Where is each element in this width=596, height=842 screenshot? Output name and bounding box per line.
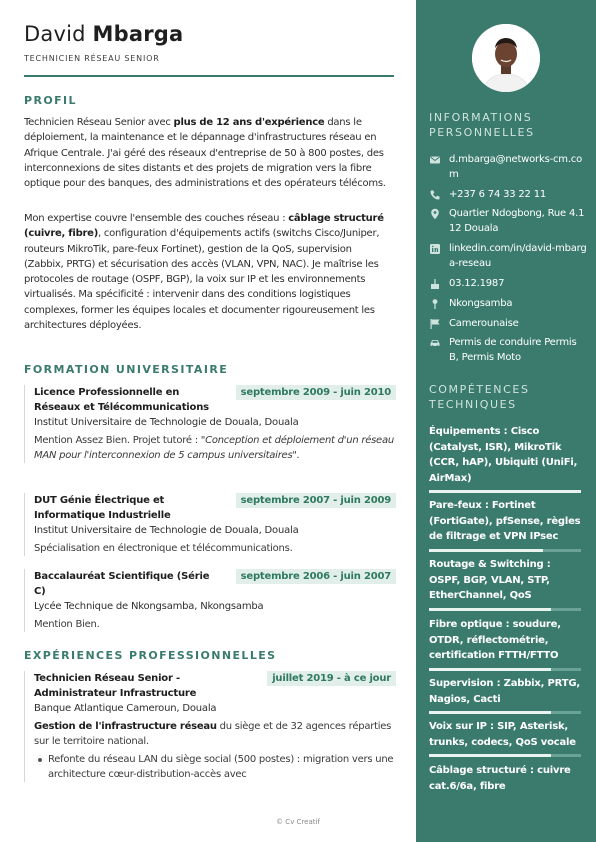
experience-bullets [34,752,396,782]
date-badge: septembre 2009 - juin 2010 [236,385,396,400]
header-divider [24,75,394,77]
education-description: Spécialisation en électronique et télécommunications. [34,543,293,554]
date-badge: septembre 2007 - juin 2009 [236,493,396,508]
skill-level-bar [429,549,581,552]
license-value: Permis de conduire Permis B, Permis Moto [449,337,577,363]
phone-icon [429,189,441,201]
company-name: Banque Atlantique Cameroun, Douala [34,703,217,714]
profile-photo [472,24,540,92]
education-description: Mention Assez Bien. Projet tutoré : "Conception et déploiement d'un réseau MAN pour l'interconnexion de 5 campus universitaires". [34,435,394,461]
skill-level-fill [429,490,581,493]
skill-item [429,498,581,552]
education-heading: FORMATION UNIVERSITAIRE [24,363,229,376]
linkedin-row [429,241,589,271]
linkedin-icon [429,243,441,255]
degree-title: DUT Génie Électrique et Informatique Industrielle [34,495,171,521]
skill-level-fill [429,608,551,611]
linkedin-value[interactable]: linkedin.com/in/david-mbarga-reseau [449,243,587,269]
skill-level-fill [429,711,551,714]
birthplace-value: Nkongsamba [449,298,513,309]
skill-label: Équipements : Cisco (Catalyst, ISR), MikroTik (CCR, hAP), Ubiquiti (UniFi, AirMax) [429,426,578,484]
education-entry [24,569,396,632]
date-badge: septembre 2006 - juin 2007 [236,569,396,584]
experience-heading: EXPÉRIENCES PROFESSIONNELLES [24,649,277,662]
skill-label: Pare-feux : Fortinet (FortiGate), pfSense, règles de filtrage et VPN IPsec [429,500,581,542]
skill-item [429,676,581,714]
education-description: Mention Bien. [34,619,100,630]
education-entry [24,493,396,556]
skill-level-bar [429,668,581,671]
experience-description: Gestion de l'infrastructure réseau du siège et de 32 agences réparties sur le territoire national. [34,721,392,747]
job-title: TECHNICIEN RÉSEAU SENIOR [24,54,160,63]
degree-title: Baccalauréat Scientifique (Série C) [34,571,210,597]
skill-level-bar [429,608,581,611]
birthplace-row [429,296,589,311]
skill-level-fill [429,754,551,757]
profile-heading: PROFIL [24,94,77,107]
degree-title: Licence Professionnelle en Réseaux et Télécommunications [34,387,209,413]
skill-level-bar [429,754,581,757]
last-name: Mbarga [92,22,184,46]
skill-item [429,424,581,493]
profile-paragraph-2: Mon expertise couvre l'ensemble des couches réseau : câblage structuré (cuivre, fibre), configuration d'équipements actifs (switchs Cisco/Juniper, routeurs MikroTik, pare-feux Fortinet), gestion de la QoS, supervision (Zabbix, PRTG) et sécurisation des accès (VLAN, VPN, NAC). Je maîtrise les protocoles de routage (OSPF, BGP), la voix sur IP et les environnements virtualisés. Ma spécificité : intervenir dans des conditions logistiques complexes, former les équipes locales et documenter rigoureusement les architectures déployées. [24,213,384,332]
address-value: Quartier Ndogbong, Rue 4.112 Douala [449,208,585,234]
address-row [429,206,589,236]
list-item: Refonte du réseau LAN du siège social (500 postes) : migration vers une architecture cœur-distribution-accès avec [34,752,396,782]
location-icon [429,208,441,220]
skill-level-fill [429,668,551,671]
skill-label: Voix sur IP : SIP, Asterisk, trunks, codecs, QoS vocale [429,721,576,748]
skill-level-bar [429,490,581,493]
skill-item [429,719,581,757]
phone-value: +237 6 74 33 22 11 [449,189,547,200]
nationality-value: Camerounaise [449,318,519,329]
skill-level-fill [429,549,543,552]
school-name: Institut Universitaire de Technologie de Douala, Douala [34,417,299,428]
birthdate-row [429,276,589,291]
flag-icon [429,318,441,330]
education-entry [24,385,396,463]
skill-label: Câblage structuré : cuivre cat.6/6a, fibre [429,765,571,792]
personal-info-heading: INFORMATIONS PERSONNELLES [429,111,535,139]
skill-item [429,557,581,611]
skill-item [429,617,581,671]
date-badge: juillet 2019 - à ce jour [267,671,396,686]
skill-level-bar [429,711,581,714]
profile-paragraph-1: Technicien Réseau Senior avec plus de 12 ans d'expérience dans le déploiement, la maintenance et le dépannage d'infrastructures réseau en Afrique Centrale. J'ai géré des réseaux d'entreprise de 50 à 800 postes, des interconnexions de sites distants et des projets de migration vers la fibre optique pour des banques, des administrations et des opérateurs télécoms. [24,117,386,190]
skill-label: Routage & Switching : OSPF, BGP, VLAN, STP, EtherChannel, QoS [429,559,551,601]
skills-heading: COMPÉTENCES TECHNIQUES [429,383,530,411]
email-value[interactable]: d.mbarga@networks-cm.com [449,154,583,180]
birthdate-value: 03.12.1987 [449,278,505,289]
skill-item [429,763,581,794]
experience-entry [24,671,396,782]
car-icon [429,337,441,349]
school-name: Lycée Technique de Nkongsamba, Nkongsamba [34,601,264,612]
pin-icon [429,298,441,310]
first-name: David [24,22,86,46]
skill-label: Supervision : Zabbix, PRTG, Nagios, Cacti [429,678,580,705]
position-title: Technicien Réseau Senior - Administrateur Infrastructure [34,673,197,699]
phone-row [429,187,589,202]
cake-icon [429,278,441,290]
skill-label: Fibre optique : soudure, OTDR, réflectométrie, certification FTTH/FTTO [429,619,561,661]
candidate-name [24,22,183,46]
footer-credit: © Cv Creatif [276,818,320,826]
school-name: Institut Universitaire de Technologie de Douala, Douala [34,525,299,536]
license-row [429,335,589,365]
email-icon [429,154,441,166]
email-row [429,152,589,182]
nationality-row [429,316,589,331]
